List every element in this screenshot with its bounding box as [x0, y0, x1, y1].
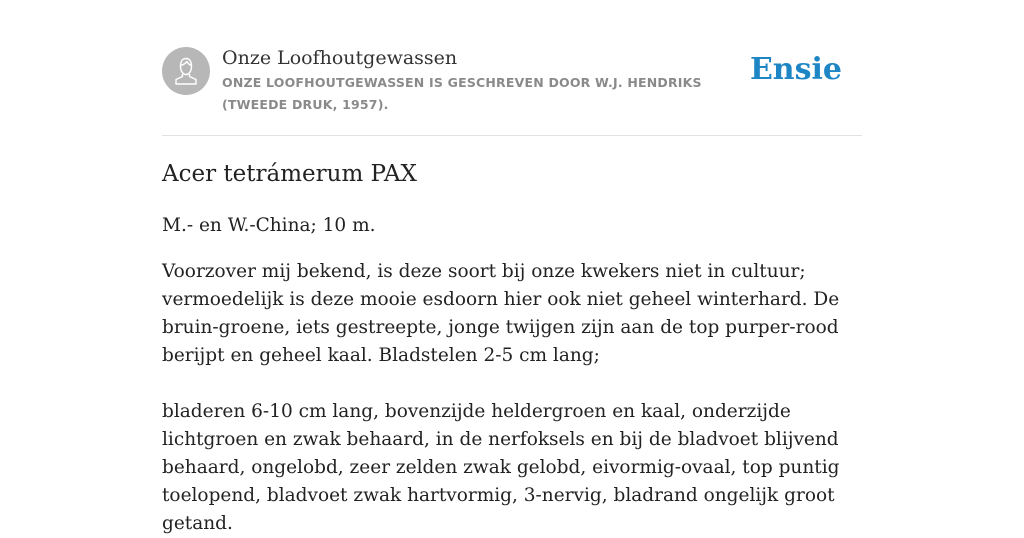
- source-title[interactable]: Onze Loofhoutgewassen: [222, 47, 458, 69]
- entry-paragraph: Voorzover mij bekend, is deze soort bij onze kwekers niet in cultuur; vermoedelijk is deze mooie esdoorn hier ook niet geheel winterhard. De bruin-groene, iets gestreepte, jonge twijgen zijn aan de top purper-rood berijpt en geheel kaal. Bladstelen 2-5 cm lang;: [162, 261, 840, 366]
- header-divider: [162, 135, 862, 136]
- entry-title: Acer tetrámerum PAX: [162, 161, 417, 187]
- article: [162, 158, 862, 538]
- user-icon: [162, 47, 210, 95]
- entry-paragraph: M.- en W.-China; 10 m.: [162, 215, 376, 236]
- ensie-logo[interactable]: Ensie: [749, 52, 842, 87]
- entry-paragraph: bladeren 6-10 cm lang, bovenzijde heldergroen en kaal, onderzijde lichtgroen en zwak behaard, in de nerfoksels en bij de bladvoet blijvend behaard, ongelobd, zeer zelden zwak gelobd, eivormig-ovaal, top puntig toelopend, bladvoet zwak hartvormig, 3-nervig, bladrand ongelijk groot getand.: [162, 401, 840, 534]
- source-description: ONZE LOOFHOUTGEWASSEN IS GESCHREVEN DOOR W.J. HENDRIKS (TWEEDE DRUK, 1957).: [222, 75, 702, 112]
- source-avatar[interactable]: [162, 47, 210, 95]
- source-header: [162, 46, 862, 116]
